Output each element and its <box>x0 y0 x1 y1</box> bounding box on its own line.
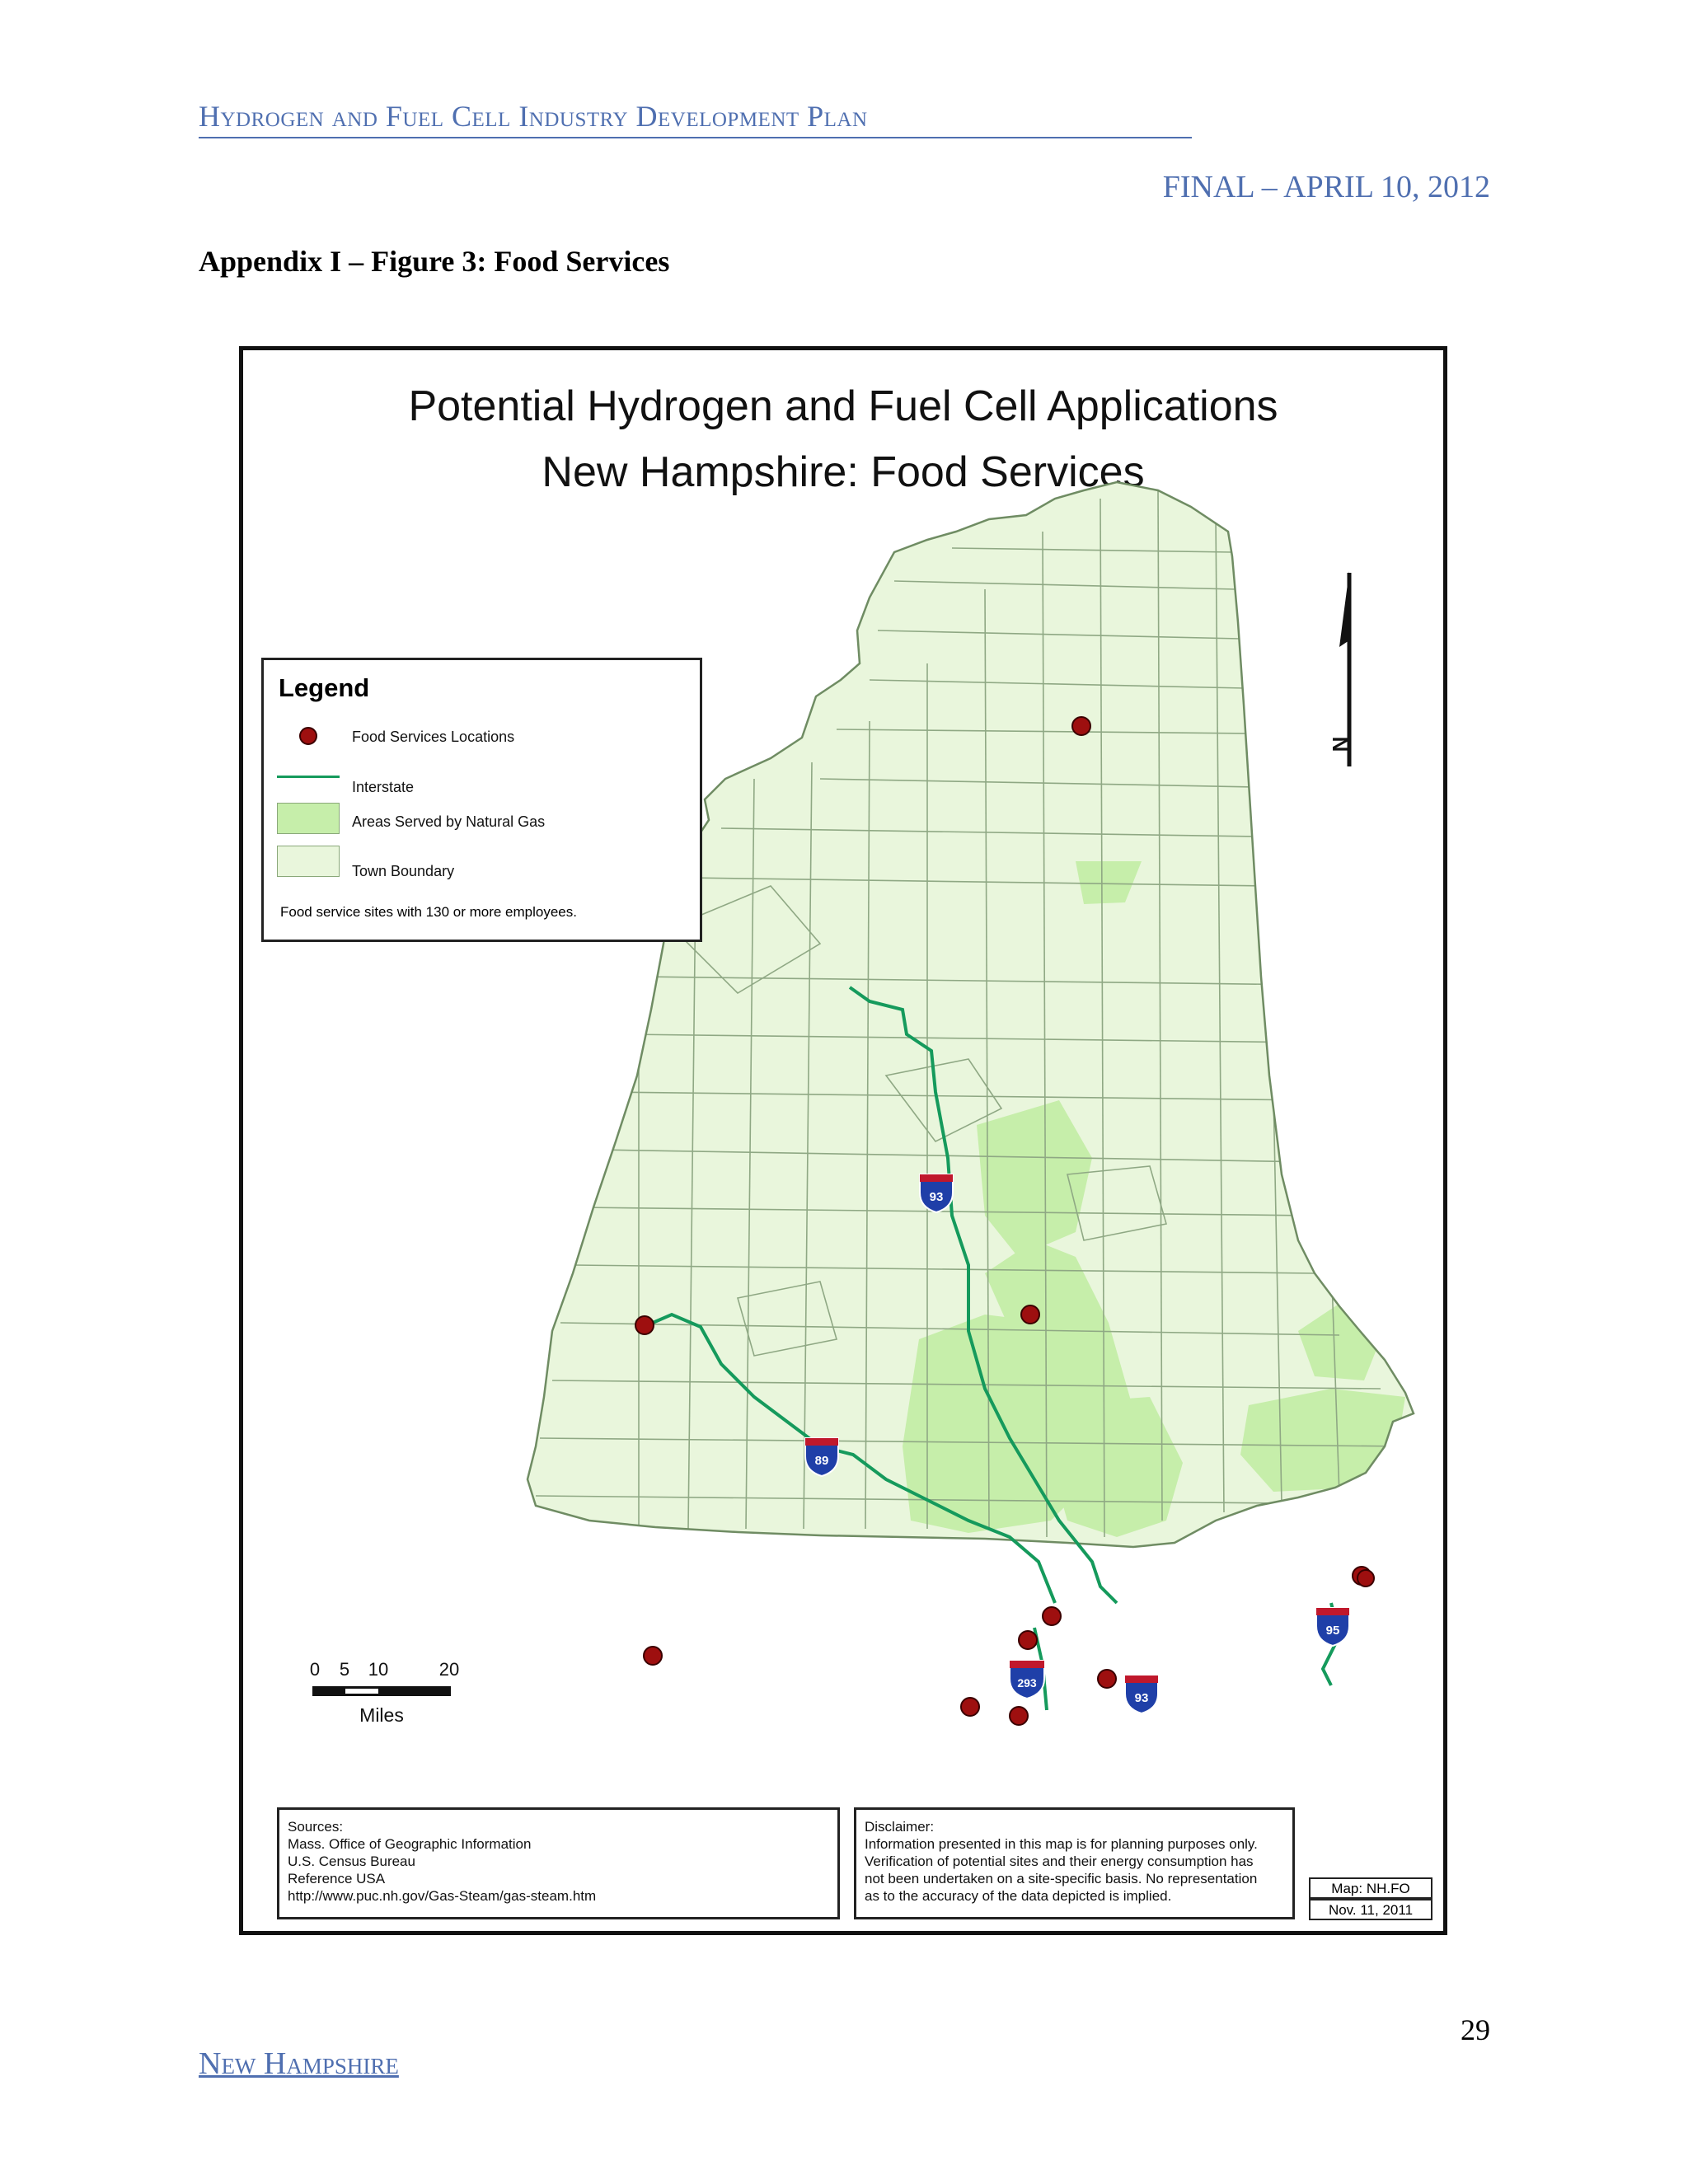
disclaimer-line: Verification of potential sites and their energy consumption has <box>865 1854 1254 1869</box>
shield-label-93-north: 93 <box>929 1190 944 1204</box>
shield-label-95: 95 <box>1325 1624 1340 1638</box>
map-code: Map: NH.FO <box>1309 1877 1432 1899</box>
disclaimer-line: as to the accuracy of the data depicted is implied. <box>865 1888 1172 1904</box>
source-line: http://www.puc.nh.gov/Gas-Steam/gas-steam.htm <box>288 1888 597 1904</box>
shield-label-93-south: 93 <box>1134 1691 1149 1705</box>
scale-unit: Miles <box>359 1704 404 1726</box>
route-shield-93-north <box>920 1174 953 1212</box>
legend-interstate: Interstate <box>352 779 415 795</box>
scale-tick-10: 10 <box>368 1659 389 1680</box>
food-service-site <box>1072 717 1090 735</box>
document-header: Hydrogen and Fuel Cell Industry Development Plan <box>199 99 1192 138</box>
page-number: 29 <box>1461 2013 1490 2046</box>
map-title-line2: New Hampshire: Food Services <box>542 448 1145 496</box>
source-line: U.S. Census Bureau <box>288 1854 415 1869</box>
disclaimer-title: Disclaimer: <box>865 1819 935 1835</box>
food-service-site <box>961 1698 979 1716</box>
legend-interstate-line <box>277 776 340 778</box>
footer-state: New Hampshire <box>199 2046 399 2081</box>
food-service-site <box>1010 1707 1028 1725</box>
food-service-site <box>1019 1631 1037 1649</box>
legend-note: Food service sites with 130 or more employees. <box>280 904 577 920</box>
map-title-line1: Potential Hydrogen and Fuel Cell Applications <box>408 382 1278 430</box>
food-service-site <box>1357 1570 1374 1586</box>
food-service-site <box>1098 1670 1116 1688</box>
route-shield-93-south <box>1125 1675 1158 1713</box>
disclaimer-line: Information presented in this map is for planning purposes only. <box>865 1836 1258 1852</box>
map-frame <box>239 346 1447 1935</box>
source-line: Mass. Office of Geographic Information <box>288 1836 532 1852</box>
food-service-site <box>644 1647 662 1665</box>
nh-map <box>243 350 1443 1931</box>
figure-title: Appendix I – Figure 3: Food Services <box>199 245 670 278</box>
scale-tick-20: 20 <box>438 1659 460 1680</box>
disclaimer-box <box>854 1807 1295 1919</box>
route-shield-89 <box>805 1438 838 1476</box>
route-shield-293 <box>1010 1661 1044 1699</box>
disclaimer-line: not been undertaken on a site-specific basis. No representation <box>865 1871 1258 1886</box>
food-service-site <box>635 1316 654 1334</box>
north-arrow <box>1328 571 1353 766</box>
food-service-site <box>1021 1305 1039 1324</box>
sources-title: Sources: <box>288 1819 344 1835</box>
sources-box <box>277 1807 840 1919</box>
route-shield-95 <box>1316 1608 1349 1646</box>
scale-bar <box>310 1659 459 1726</box>
document-date: FINAL – APRIL 10, 2012 <box>1162 170 1490 204</box>
scale-tick-5: 5 <box>339 1659 350 1680</box>
legend-town-swatch <box>277 846 340 877</box>
shield-label-293: 293 <box>1017 1676 1037 1690</box>
food-service-site <box>1043 1607 1061 1625</box>
source-line: Reference USA <box>288 1871 386 1886</box>
legend-site-marker <box>299 727 317 745</box>
legend-gas-swatch <box>277 803 340 834</box>
scale-tick-0: 0 <box>309 1659 321 1680</box>
north-label: N <box>1328 736 1353 752</box>
legend-town-boundary: Town Boundary <box>352 863 455 879</box>
map-legend <box>261 658 702 942</box>
legend-title: Legend <box>279 673 370 702</box>
legend-natural-gas: Areas Served by Natural Gas <box>352 813 546 830</box>
shield-label-89: 89 <box>814 1454 829 1468</box>
state-towns <box>515 474 1430 1562</box>
map-date: Nov. 11, 2011 <box>1309 1899 1432 1920</box>
legend-food-services: Food Services Locations <box>352 729 515 745</box>
